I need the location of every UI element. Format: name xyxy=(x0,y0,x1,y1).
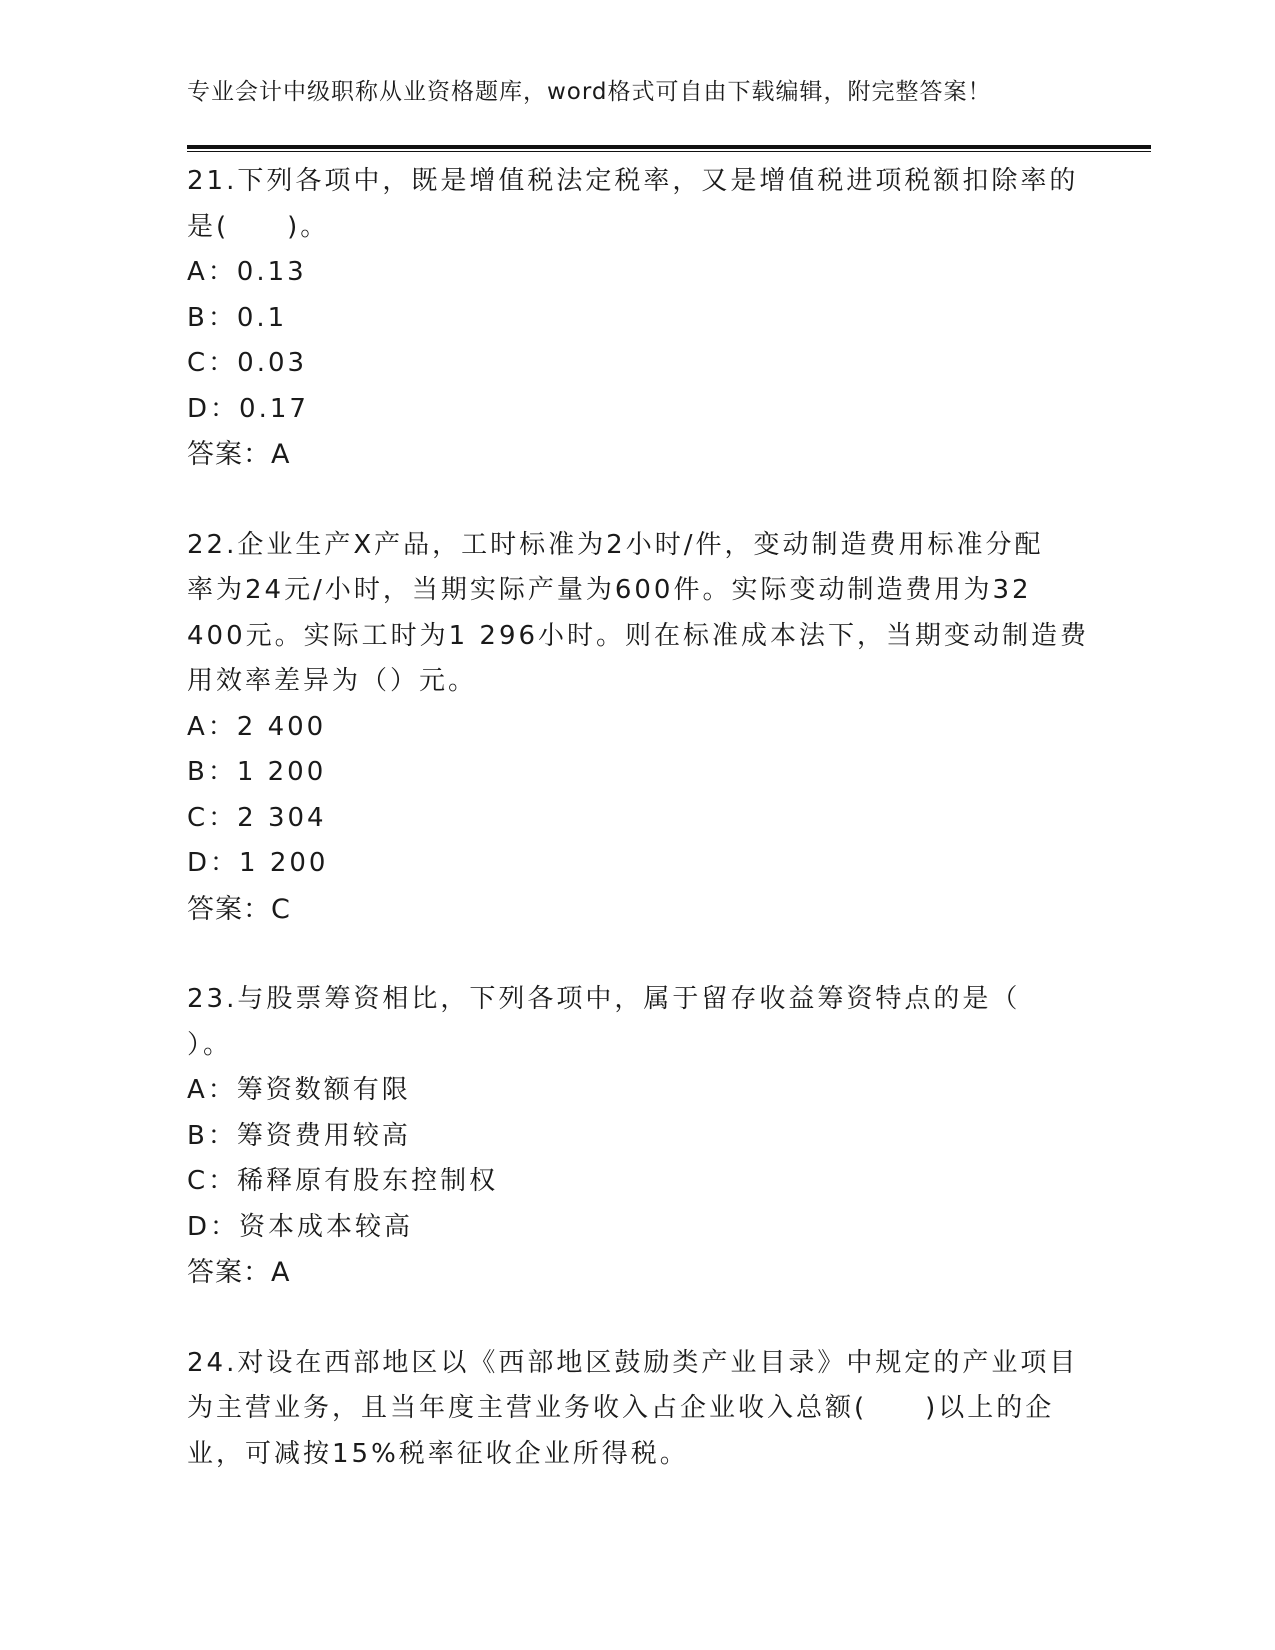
question-stem-line: 是( )。 xyxy=(187,211,330,242)
header-divider-thick xyxy=(187,145,1151,149)
option-c: C：稀释原有股东控制权 xyxy=(187,1166,499,1196)
question-stem-line: 400元。实际工时为1 296小时。则在标准成本法下，当期变动制造费 xyxy=(187,620,1090,651)
option-b: B：筹资费用较高 xyxy=(187,1120,411,1151)
option-b: B：1 200 xyxy=(187,757,327,787)
option-b: B：0.1 xyxy=(187,302,288,333)
question-stem-line: 21.下列各项中，既是增值税法定税率，又是增值税进项税额扣除率的 xyxy=(187,166,1079,196)
question-stem-line: 用效率差异为（）元。 xyxy=(187,666,478,696)
question-stem-line: 23.与股票筹资相比，下列各项中，属于留存收益筹资特点的是（ xyxy=(187,984,1021,1014)
question-23 xyxy=(187,977,1077,1296)
option-d: D：1 200 xyxy=(187,848,329,878)
question-spacer xyxy=(187,932,1077,977)
answer-line: 答案：A xyxy=(187,1257,291,1288)
question-24 xyxy=(187,1341,1077,1478)
question-stem-line: 业，可减按15%税率征收企业所得税。 xyxy=(187,1438,689,1469)
question-list xyxy=(187,159,1090,1477)
option-c: C：2 304 xyxy=(187,802,327,833)
question-stem-line: 率为24元/小时，当期实际产量为600件。实际变动制造费用为32 xyxy=(187,575,1032,605)
answer-line: 答案：A xyxy=(187,439,291,470)
question-spacer xyxy=(187,1296,1077,1341)
question-stem-line: 24.对设在西部地区以《西部地区鼓励类产业目录》中规定的产业项目 xyxy=(187,1347,1079,1378)
question-stem-line: 22.企业生产X产品，工时标准为2小时/件，变动制造费用标准分配 xyxy=(187,529,1044,560)
page-header: 专业会计中级职称从业资格题库，word格式可自由下载编辑，附完整答案！ xyxy=(187,79,992,105)
option-a: A：筹资数额有限 xyxy=(187,1075,411,1105)
answer-line: 答案：C xyxy=(187,893,291,925)
question-stem-line: ）。 xyxy=(187,1029,233,1060)
question-22 xyxy=(187,523,1090,933)
option-d: D：资本成本较高 xyxy=(187,1211,414,1242)
option-d: D：0.17 xyxy=(187,393,309,424)
option-c: C：0.03 xyxy=(187,348,308,378)
question-stem-line: 为主营业务，且当年度主营业务收入占企业收入总额( )以上的企 xyxy=(187,1393,1055,1423)
question-spacer xyxy=(187,478,1077,523)
option-a: A：0.13 xyxy=(187,257,307,287)
option-a: A：2 400 xyxy=(187,711,327,742)
header-divider-thin xyxy=(187,151,1151,152)
question-21 xyxy=(187,159,1077,478)
